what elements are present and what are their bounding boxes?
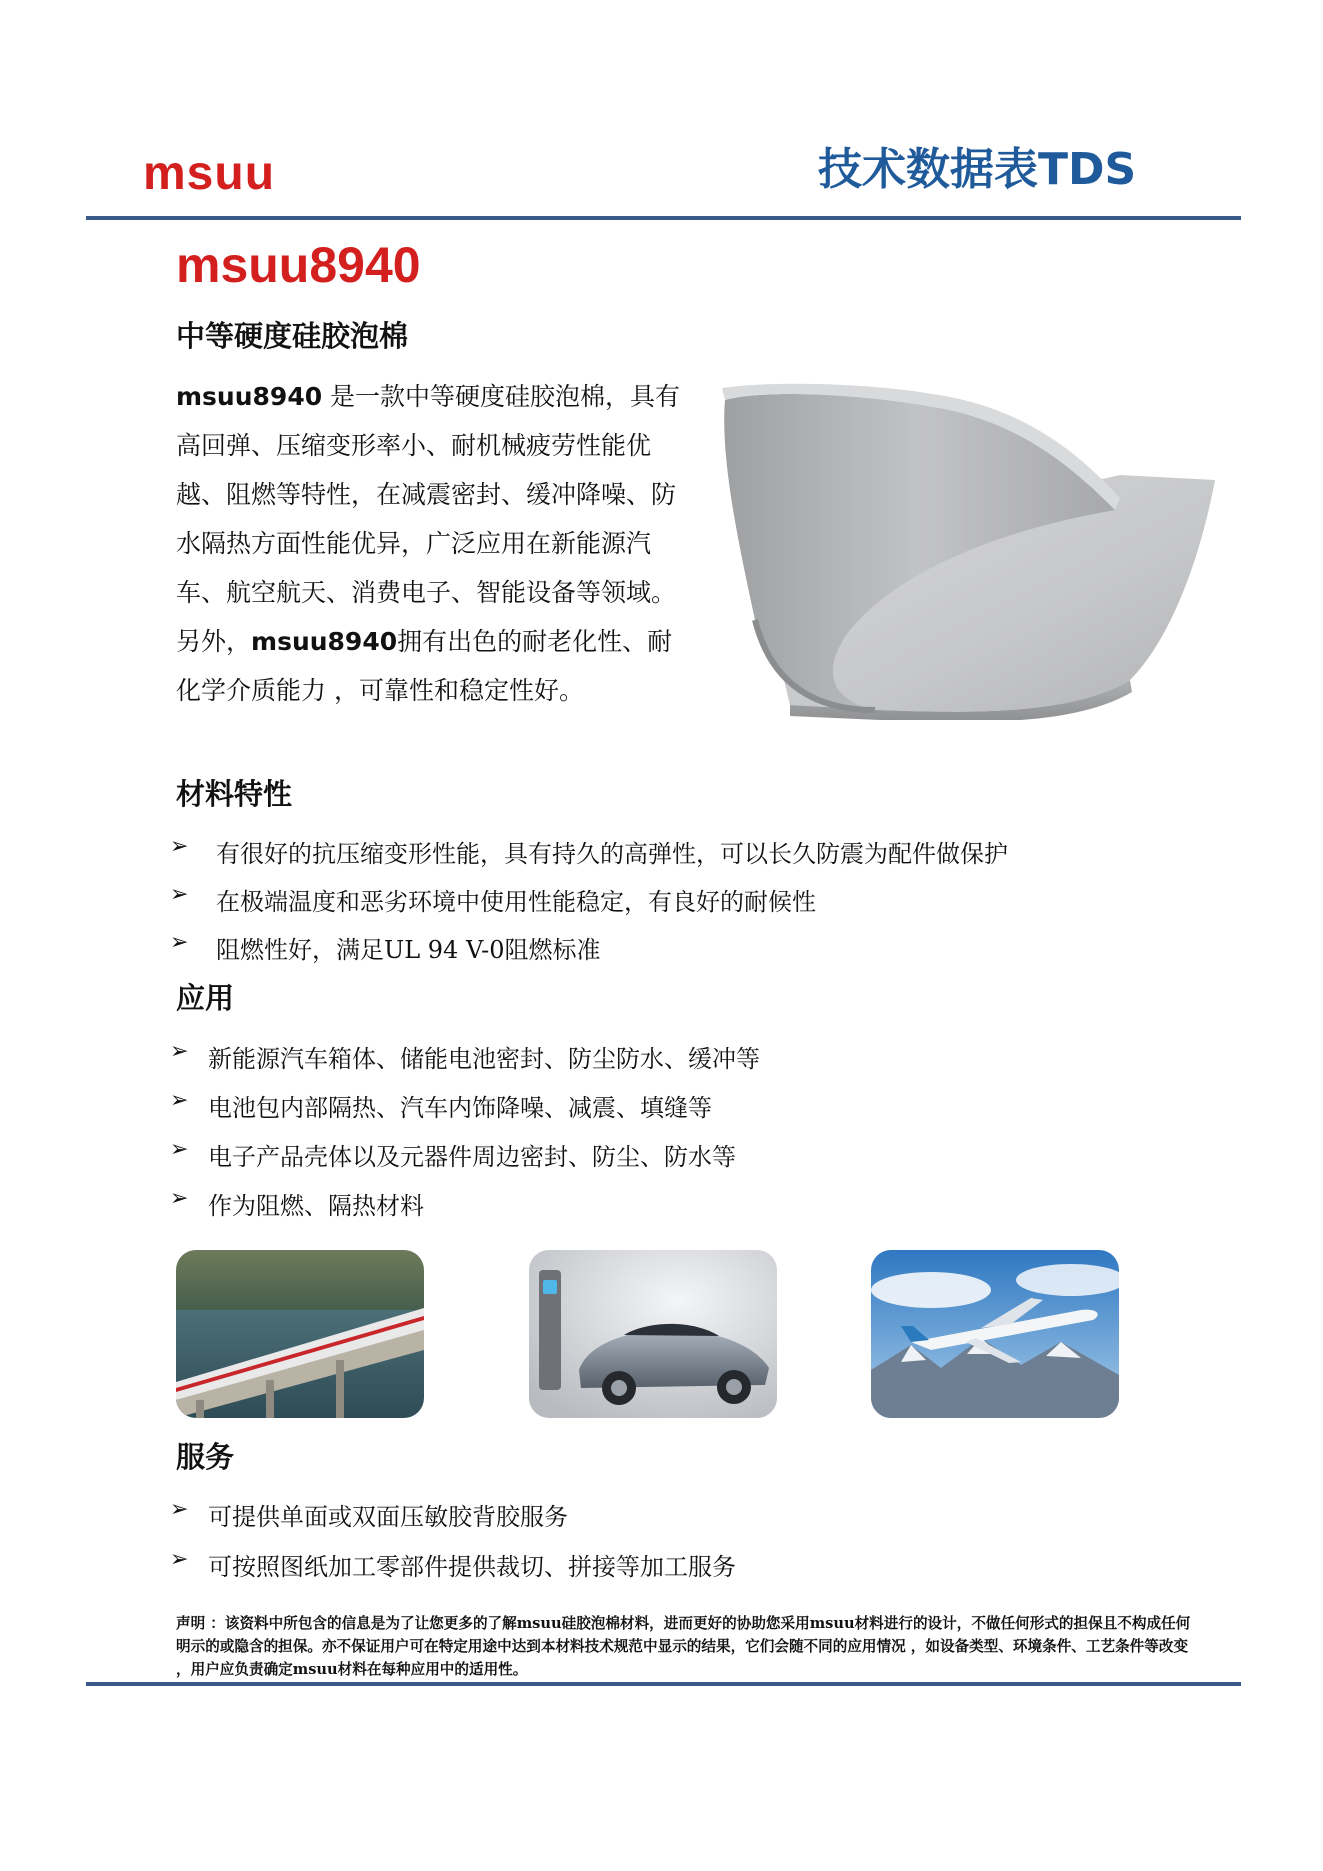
section-heading-applications: 应用 [176,981,235,1015]
arrow-bullet-icon: ➢ [170,930,189,955]
footer-divider [86,1682,1241,1686]
arrow-bullet-icon: ➢ [170,1088,189,1113]
intro-product-name: msuu8940 [176,382,323,411]
product-subtitle: 中等硬度硅胶泡棉 [176,319,409,353]
applications-list [170,1039,760,1235]
product-code-title: msuu8940 [176,237,421,293]
airplane-photo [871,1250,1119,1418]
list-item: ➢ 可按照图纸加工零部件提供裁切、拼接等加工服务 [170,1547,736,1581]
arrow-bullet-icon: ➢ [170,1137,189,1162]
foam-sheet-image [700,380,1225,720]
train-photo [176,1250,424,1418]
arrow-bullet-icon: ➢ [170,1186,189,1211]
list-item: ➢ 可提供单面或双面压敏胶背胶服务 [170,1497,568,1531]
company-logo: msuu [143,147,276,200]
section-heading-properties: 材料特性 [176,777,293,811]
list-item: ➢ 作为阻燃、隔热材料 [170,1186,424,1220]
intro-text-part1: 是一款中等硬度硅胶泡棉，具有高回弹、压缩变形率小、耐机械疲劳性能优越、阻燃等特性，在减震密封、缓冲降噪、防水隔热方面性能优异，广泛应用在新能源汽车、航空航天、消费电子、智能设备等领域。另外， [176,382,681,656]
arrow-bullet-icon: ➢ [170,882,189,907]
document-type-title: 技术数据表TDS [818,144,1137,195]
list-item: ➢ 在极端温度和恶劣环境中使用性能稳定，有良好的耐候性 [170,882,816,916]
section-heading-service: 服务 [176,1440,235,1474]
list-item: ➢ 有很好的抗压缩变形性能，具有持久的高弹性，可以长久防震为配件做保护 [170,834,1008,868]
product-intro [176,372,686,715]
electric-car-photo [529,1250,777,1418]
list-item: ➢ 阻燃性好，满足UL 94 V-0阻燃标准 [170,930,601,964]
list-item: ➢ 新能源汽车箱体、储能电池密封、防尘防水、缓冲等 [170,1039,760,1073]
service-list [170,1497,736,1597]
properties-list [170,834,1008,978]
arrow-bullet-icon: ➢ [170,1039,189,1064]
intro-text-part2: 拥有出色的耐老化性、耐化学介质能力 ，可靠性和稳定性好。 [176,627,673,705]
arrow-bullet-icon: ➢ [170,1547,189,1572]
list-item: ➢ 电子产品壳体以及元器件周边密封、防尘、防水等 [170,1137,736,1171]
disclaimer-text: 声明 ：该资料中所包含的信息是为了让您更多的了解msuu硅胶泡棉材料，进而更好的协助您采用msuu材料进行的设计，不做任何形式的担保且不构成任何明示的或隐含的担保。亦不保证用户可在特定用途中达到本材料技术规范中显示的结果，它们会随不同的应用情况 ，如设备类型、环境条件、工艺条件等改变 ，用户应负责确定msuu材料在每种应用中的适用性。 [176,1615,1191,1678]
intro-product-name-2: msuu8940 [251,627,398,656]
arrow-bullet-icon: ➢ [170,834,189,859]
header-divider [86,216,1241,220]
list-item: ➢ 电池包内部隔热、汽车内饰降噪、减震、填缝等 [170,1088,712,1122]
arrow-bullet-icon: ➢ [170,1497,189,1522]
